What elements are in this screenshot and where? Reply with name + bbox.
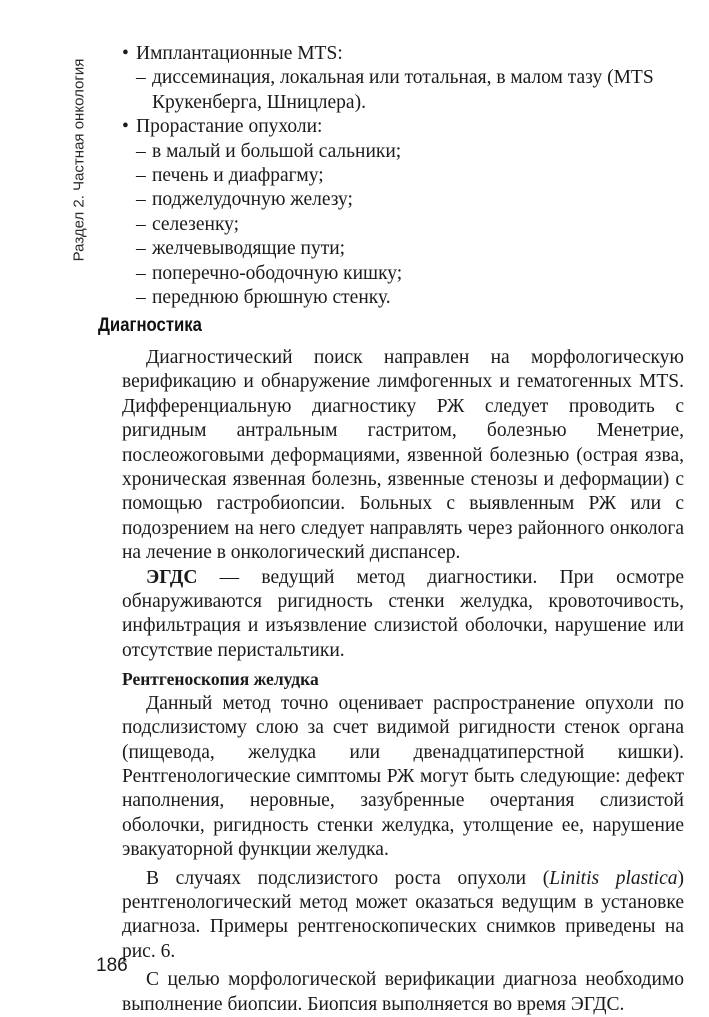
paragraph (122, 867, 684, 965)
section-heading: Диагностика (98, 315, 202, 336)
sub-list-item (122, 140, 684, 164)
bullet-icon: • (122, 116, 129, 138)
section-side-label (66, 44, 92, 276)
latin-term: Linitis plastica (549, 867, 678, 889)
dash-icon: – (136, 262, 146, 284)
egds-term: ЭГДС (146, 566, 198, 588)
paragraph-text: Данный метод точно оценивает распространение опухоли по подслизистому слою за счет видимой ригидности стенок органа (пищевода, желудка или двенадцатиперстной кишки). Рентгенологические симптомы РЖ могут быть следующие: дефект наполнения, неровные, зазубренные очертания слизистой оболочки, ригидность стенки желудка, утолщение ее, нарушение эвакуаторной функции желудка. (122, 692, 684, 861)
bullet-icon: • (122, 43, 129, 64)
sub-list-item-text: диссеминация, локальная или тотальная, в малом тазу (MTS Крукенберга, Шницлера). (152, 67, 654, 113)
sub-list-item-text: переднюю брюшную стенку. (152, 287, 391, 309)
paragraph-text: Диагностический поиск направлен на морфологическую верификацию и обнаружение лимфогенных и гематогенных MTS. Дифференциальную диагностику РЖ следует проводить с ригидным антральным гастритом, болезнью Менетрие, послеожоговыми деформациями, язвенной болезнью (острая язва, хроническая язвенная болезнь, язвенные стенозы и деформации) с помощью гастробиопсии. Больных с выявленным РЖ или с подозрением на него следует направлять через районного онколога на лечение в онкологический диспансер. (122, 347, 684, 564)
sub-list-item (122, 262, 684, 286)
list-item-title: Прорастание опухоли: (136, 116, 323, 138)
subsection-heading: Рентгеноскопия желудка (122, 669, 319, 690)
dash-icon: – (136, 287, 146, 309)
list-item (122, 115, 684, 139)
dash-icon: – (136, 165, 146, 187)
dash-icon: – (136, 213, 146, 235)
sub-list-item (122, 237, 684, 261)
paragraph (122, 566, 684, 664)
sub-list-item (122, 213, 684, 237)
sub-list-item-text: в малый и большой сальники; (152, 140, 402, 162)
dash-icon: – (136, 67, 146, 89)
paragraph-text: ) рентгенологический метод может оказаться ведущим в установке диагноза. Примеры рентгеноскопических снимков приведены на рис. 6. (122, 867, 684, 962)
paragraph-text: В случаях подслизистого роста опухоли ( (146, 867, 550, 889)
sub-list-item (122, 188, 684, 212)
paragraph (122, 968, 684, 1017)
paragraph-text: С целью морфологической верификации диагноза необходимо выполнение биопсии. Биопсия выполняется во время ЭГДС. (122, 969, 684, 1015)
dash-icon: – (136, 140, 146, 162)
page-number: 186 (96, 955, 128, 976)
paragraph (122, 692, 684, 863)
paragraph-text: — ведущий метод диагностики. При осмотре обнаруживаются ригидность стенки желудка, кровоточивость, инфильтрация и изъязвление слизистой оболочки, нарушение или отсутствие перистальтики. (122, 566, 684, 661)
list-item (122, 42, 684, 66)
sub-list-item-text: желчевыводящие пути; (152, 238, 346, 260)
side-label-text: Раздел 2. Частная онкология (70, 58, 88, 262)
dash-icon: – (136, 189, 146, 211)
diagnostics-body (122, 346, 684, 1017)
list-item-title: Имплантационные MTS: (136, 43, 343, 64)
sub-list-item (122, 66, 684, 115)
paragraph (122, 346, 684, 566)
bullet-list (122, 42, 684, 310)
sub-list-item-text: селезенку; (152, 213, 240, 235)
sub-list-item-text: печень и диафрагму; (152, 165, 324, 187)
sub-list-item (122, 164, 684, 188)
sub-list-item-text: поджелудочную железу; (152, 189, 353, 211)
sub-list-item-text: поперечно-ободочную кишку; (152, 262, 403, 284)
dash-icon: – (136, 238, 146, 260)
sub-list-item (122, 286, 684, 310)
